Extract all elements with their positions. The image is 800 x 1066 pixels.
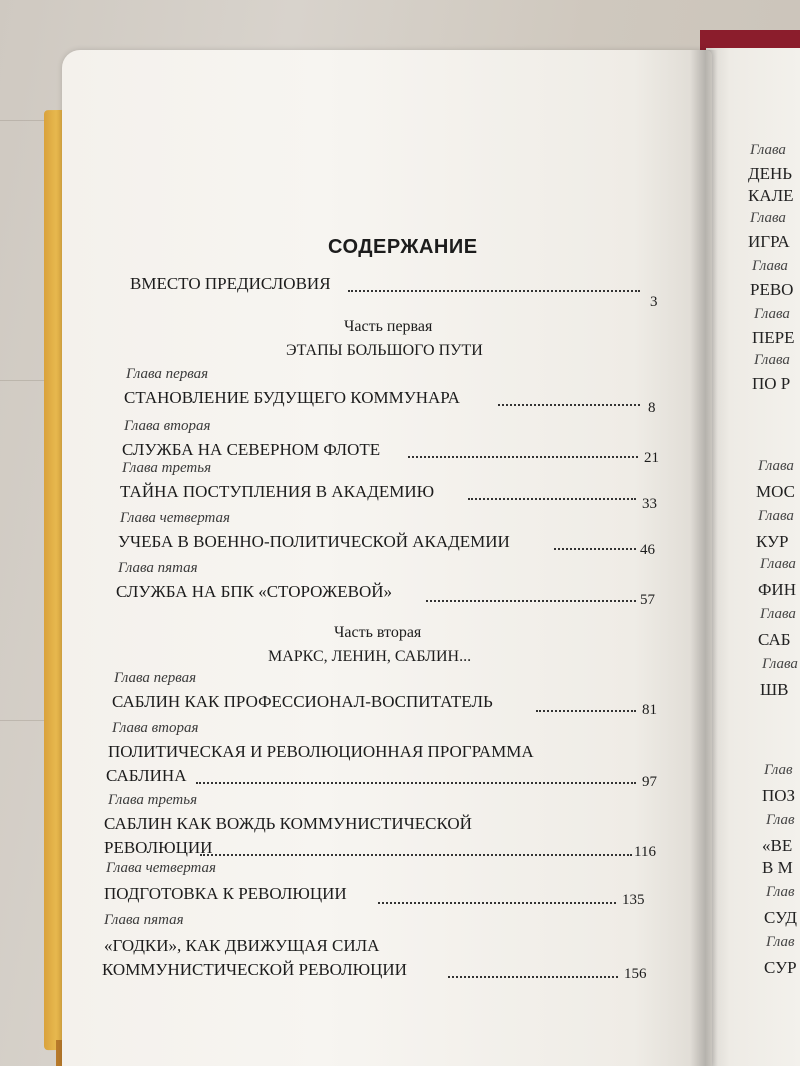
toc-entry-title: САБЛИН КАК ВОЖДЬ КОММУНИСТИЧЕСКОЙ <box>104 814 472 833</box>
toc-entry-title-continued: КОММУНИСТИЧЕСКОЙ РЕВОЛЮЦИИ <box>102 960 407 979</box>
right-page-title-fragment: САБ <box>758 630 791 649</box>
right-page-chapter-label: Глав <box>764 762 793 778</box>
right-page-title-fragment: ДЕНЬ <box>748 164 793 183</box>
right-page-chapter-label: Глава <box>752 258 788 274</box>
chapter-label: Глава третья <box>122 460 212 476</box>
chapter-label: Глава первая <box>126 366 209 382</box>
toc-page-number: 21 <box>644 450 659 466</box>
toc-leader-dots <box>196 780 636 784</box>
toc-entry-title: ТАЙНА ПОСТУПЛЕНИЯ В АКАДЕМИЮ <box>120 482 435 501</box>
right-page-title-fragment: РЕВО <box>750 280 794 299</box>
toc-entry-title: ПОДГОТОВКА К РЕВОЛЮЦИИ <box>104 884 347 903</box>
chapter-label: Глава четвертая <box>106 860 217 876</box>
toc-entry-title-continued: РЕВОЛЮЦИИ <box>104 838 213 857</box>
right-page-title-fragment: СУД <box>764 908 798 927</box>
chapter-label: Глава вторая <box>112 720 199 736</box>
chapter-label: Глава пятая <box>118 560 198 576</box>
toc-page-number: 46 <box>640 542 655 558</box>
toc-page-number: 3 <box>650 294 658 310</box>
toc-leader-dots <box>348 288 640 292</box>
book-gutter-shadow <box>690 50 718 1066</box>
toc-leader-dots <box>536 708 636 712</box>
right-page-title-fragment: В М <box>762 858 793 877</box>
toc-leader-dots <box>378 900 616 904</box>
chapter-label: Глава третья <box>108 792 198 808</box>
right-page-chapter-label: Глава <box>758 508 794 524</box>
toc-leader-dots <box>408 454 638 458</box>
part-label: Часть вторая <box>334 624 422 641</box>
right-page-chapter-label: Глав <box>766 934 795 950</box>
toc-leader-dots <box>426 598 636 602</box>
toc-page-number: 81 <box>642 702 657 718</box>
chapter-label: Глава первая <box>114 670 197 686</box>
chapter-label: Глава четвертая <box>120 510 231 526</box>
part-label: Часть первая <box>344 318 433 335</box>
toc-entry-title: ПОЛИТИЧЕСКАЯ И РЕВОЛЮЦИОННАЯ ПРОГРАММА <box>108 742 534 761</box>
chapter-label: Глава пятая <box>104 912 184 928</box>
toc-page-number: 135 <box>622 892 645 908</box>
toc-page-number: 97 <box>642 774 657 790</box>
right-page-chapter-label: Глав <box>766 812 795 828</box>
right-page-chapter-label: Глава <box>758 458 794 474</box>
part-name: МАРКС, ЛЕНИН, САБЛИН... <box>268 648 472 665</box>
toc-page-number: 116 <box>634 844 656 860</box>
right-page-title-fragment: КАЛЕ <box>748 186 794 205</box>
right-page-chapter-label: Глава <box>760 606 796 622</box>
toc-entry-title: СТАНОВЛЕНИЕ БУДУЩЕГО КОММУНАРА <box>124 388 460 407</box>
right-page-chapter-label: Глава <box>750 210 786 226</box>
toc-leader-dots <box>200 852 632 856</box>
right-page-title-fragment: «ВЕ <box>762 836 793 855</box>
toc-leader-dots <box>498 402 640 406</box>
right-page-title-fragment: ИГРА <box>748 232 790 251</box>
right-page-title-fragment: СУР <box>764 958 797 977</box>
toc-entry-title: УЧЕБА В ВОЕННО-ПОЛИТИЧЕСКОЙ АКАДЕМИИ <box>118 532 510 551</box>
right-page-title-fragment: ПОЗ <box>762 786 796 805</box>
toc-entry-title-continued: САБЛИНА <box>106 766 187 785</box>
right-page-title-fragment: ШВ <box>760 680 789 699</box>
toc-page-number: 57 <box>640 592 655 608</box>
toc-leader-dots <box>554 546 636 550</box>
right-page-title-fragment: КУР <box>756 532 789 551</box>
toc-title: СОДЕРЖАНИЕ <box>328 236 478 258</box>
right-page-title-fragment: ПЕРЕ <box>752 328 795 347</box>
toc-leader-dots <box>448 974 618 978</box>
right-page-title-fragment: МОС <box>756 482 795 501</box>
right-page-title-fragment: ФИН <box>758 580 796 599</box>
right-page-chapter-label: Глав <box>766 884 795 900</box>
toc-page-number: 156 <box>624 966 647 982</box>
right-page-chapter-label: Глава <box>760 556 796 572</box>
right-page-title-fragment: ПО Р <box>752 374 791 393</box>
chapter-label: Глава вторая <box>124 418 211 434</box>
toc-page-number: 33 <box>642 496 657 512</box>
part-name: ЭТАПЫ БОЛЬШОГО ПУТИ <box>286 342 483 359</box>
right-page-chapter-label: Глава <box>754 306 790 322</box>
right-page-chapter-label: Глава <box>754 352 790 368</box>
toc-entry-title: САБЛИН КАК ПРОФЕССИОНАЛ-ВОСПИТАТЕЛЬ <box>112 692 493 711</box>
toc-entry-title: «ГОДКИ», КАК ДВИЖУЩАЯ СИЛА <box>104 936 380 955</box>
right-page-chapter-label: Глава <box>750 142 786 158</box>
toc-entry-title: ВМЕСТО ПРЕДИСЛОВИЯ <box>130 274 331 293</box>
toc-leader-dots <box>468 496 636 500</box>
toc-entry-title: СЛУЖБА НА СЕВЕРНОМ ФЛОТЕ <box>122 440 381 459</box>
toc-page-number: 8 <box>648 400 656 416</box>
right-page-chapter-label: Глава <box>762 656 798 672</box>
toc-entry-title: СЛУЖБА НА БПК «СТОРОЖЕВОЙ» <box>116 582 393 601</box>
